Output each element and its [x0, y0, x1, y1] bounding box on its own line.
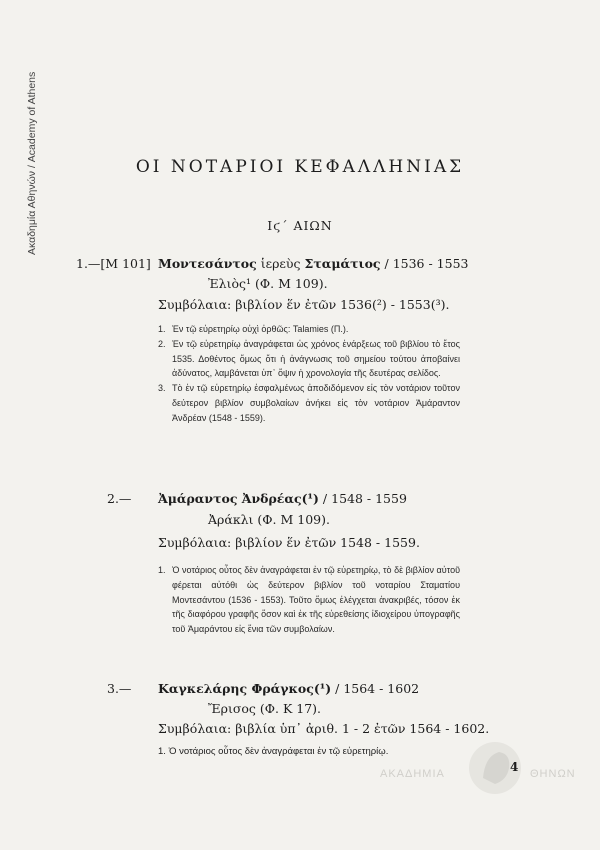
entry-1-ref: 1.—[M 101] [76, 256, 151, 271]
entry-2-heading [158, 491, 407, 506]
note-text: Ἐν τῷ εὑρετηρίῳ ἀναγράφεται ὡς χρόνος ἐνάρξεως τοῦ βιβλίου τὸ ἔτος 1535. Δοθέντος ὅμως ὅτι ἡ ἀνάγνωσις τοῦ σημείου τούτου ἀποβαίνει ἀδύνατος, λαμβάνεται ὑπ᾽ ὄψιν ἡ χρονολογία τῆς δευτέρας σελίδος. [172, 338, 460, 379]
entry-1-note-1 [158, 322, 460, 337]
entry-2-dates: / 1548 - 1559 [318, 491, 407, 506]
entry-2-footnote-mark: (¹) [301, 491, 319, 506]
entry-1-symvolaia: Συμβόλαια: βιβλίον ἕν ἐτῶν 1536(²) - 1553(³). [158, 297, 450, 312]
entry-1-title: ἱερεὺς [256, 256, 305, 271]
academy-watermark [380, 738, 580, 798]
note-text: Ὁ νοτάριος οὗτος δὲν ἀναγράφεται ἐν τῷ εὑρετηρίῳ. [168, 746, 389, 757]
note-text: Ὁ νοτάριος οὗτος δὲν ἀναγράφεται ἐν τῷ εὑρετηρίῳ, τὸ δὲ βιβλίον αὐτοῦ φέρεται αὐτόθι ὡς δεύτερον βιβλίον τοῦ νοταρίου Σταματίου Μοντεσάντου (1536 - 1553). Τοῦτο ὅμως ἐλέγχεται ἀνακριβές, τόσον ἐκ τῆς διαφόρου γραφῆς ὅσον καὶ ἐκ τῆς εὑρεθείσης ἰδιοχείρου ὑπογραφῆς τοῦ Ἀμαράντου εἰς ἕνια τῶν συμβολαίων. [172, 565, 460, 635]
entry-2-note-1 [158, 563, 460, 637]
entry-1-note-3 [158, 381, 460, 425]
note-number: 1. [158, 746, 166, 757]
entry-3-dates: / 1564 - 1602 [331, 681, 420, 696]
note-text: Ἐν τῷ εὑρετηρίῳ οὐχὶ ὀρθῶς: Talamies (Π.). [172, 324, 349, 334]
entry-2-name: Ἀμάραντος Ἀνδρέας [158, 491, 302, 506]
entry-1-notes [158, 322, 460, 426]
entry-3-heading [158, 681, 419, 696]
note-text: Τὸ ἐν τῷ εὑρετηρίῳ ἐσφαλμένως ἀποδιδόμενον εἰς τὸν νοτάριον τοῦτον δεύτερον βιβλίον συμβολαίων ἀνήκει εἰς τὸν νοτάριον Ἀμάραντον Ἀνδρέαν (1548 - 1559). [172, 383, 460, 423]
watermark-text-right: ΘΗΝΩΝ [530, 768, 576, 780]
watermark-text-left: ΑΚΑΔΗΜΙΑ [380, 768, 445, 780]
entry-1-dates: / 1536 - 1553 [380, 256, 469, 271]
note-number: 2. [158, 338, 166, 349]
page-title: ΟΙ ΝΟΤΑΡΙΟΙ ΚΕΦΑΛΛΗΝΙΑΣ [135, 157, 465, 177]
entry-1-name: Μοντεσάντος [158, 256, 257, 271]
entry-3-footnote-mark: (¹) [313, 681, 332, 696]
entry-2-ref: 2.— [107, 491, 132, 506]
entry-2-symvolaia: Συμβόλαια: βιβλίον ἕν ἐτῶν 1548 - 1559. [158, 535, 420, 550]
entry-3-name: Καγκελάρης Φράγκος [158, 681, 314, 696]
entry-2-place: Ἀράκλι (Φ. Μ 109). [208, 512, 330, 527]
entry-1-note-2 [158, 337, 460, 381]
entry-3-ref: 3.— [107, 681, 132, 696]
century-heading: Ιϛ΄ ΑΙΩΝ [267, 218, 333, 233]
note-number: 1. [158, 324, 166, 334]
entry-3-place: Ἔρισος (Φ. Κ 17). [208, 701, 322, 716]
note-number: 3. [158, 383, 166, 394]
entry-1-place: Ἐλιὸς¹ (Φ. Μ 109). [208, 276, 328, 291]
page-number: 4 [510, 760, 519, 774]
entry-3-symvolaia: Συμβόλαια: βιβλία ὑπ᾽ ἀριθ. 1 - 2 ἐτῶν 1564 - 1602. [158, 721, 490, 736]
entry-3-note-1 [158, 746, 388, 757]
entry-1-heading [158, 256, 468, 271]
entry-2-notes [158, 563, 460, 637]
side-label-text: Ακαδημία Αθηνών / Academy of Athens [26, 71, 38, 255]
entry-1-name2: Σταμάτιος [304, 256, 381, 271]
note-number: 1. [158, 565, 166, 575]
